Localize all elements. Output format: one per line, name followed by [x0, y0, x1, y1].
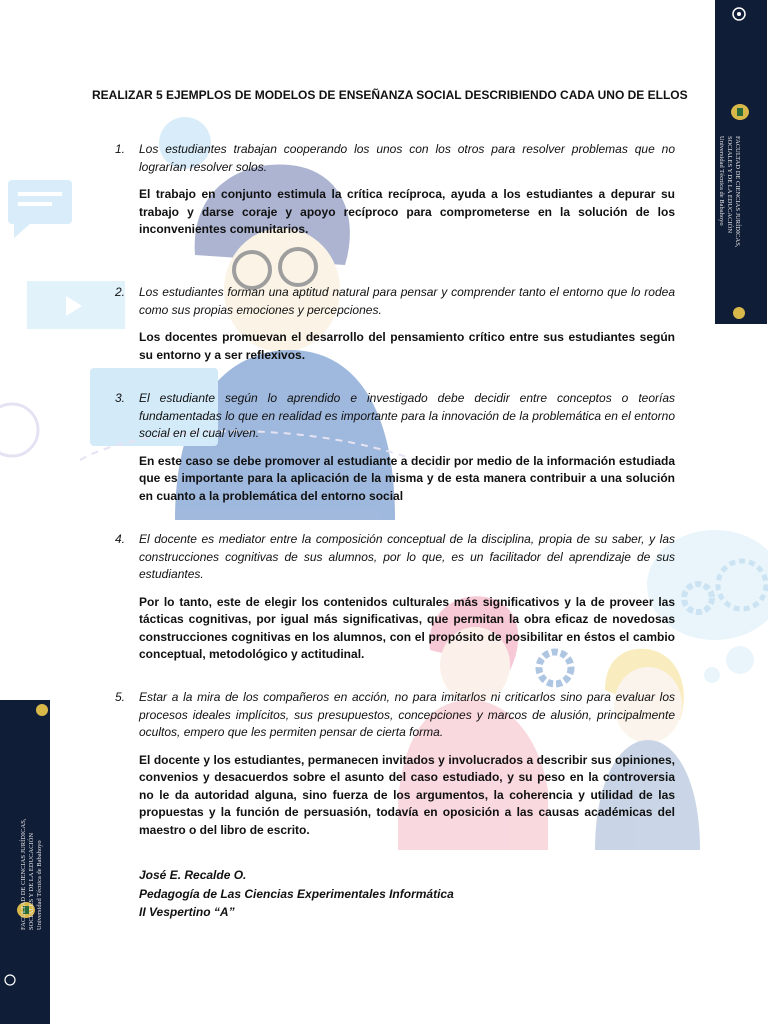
item-explanation: Por lo tanto, este de elegir los contenidos culturales más significativos y la de proveer las tácticas cognitivas, por igual más significativas, que permitan la obra eficaz de novedosas construcciones cognitivas en los alumnos, con el propósito de posibilitar en éstos el cambio conceptual, metodológico y actitudinal. — [139, 594, 675, 661]
item-explanation: El docente y los estudiantes, permanecen invitados y involucrados a describir sus opiniones, convenios y desacuerdos sobre el asunto del caso estudiado, y su peso en la controversia no le da autoridad alguna, sino fuerza de los argumentos, la coherencia y utilidad de las propuestas y la función de persuasión, todavía en oposición a las causas académicas del maestro o del libro de escrito. — [139, 752, 675, 837]
list-item — [115, 284, 675, 364]
author-program: Pedagogía de Las Ciencias Experimentales Informática — [139, 886, 454, 901]
list-item — [115, 390, 675, 505]
banner-line-2: SOCIALES Y DE LA EDUCACIÓN — [726, 136, 733, 234]
author-name: José E. Recalde O. — [139, 868, 247, 882]
item-number: 4. — [115, 532, 126, 546]
banner-line-2: SOCIALES Y DE LA EDUCACIÓN — [28, 832, 35, 930]
item-description: El docente es mediator entre la composición conceptual de la disciplina, propia de su saber, y las construcciones cognitivas de sus alumnos, por lo que, es un facilitador del aprendizaje de sus estudiantes. — [139, 532, 675, 581]
banner-line-3: Universidad Técnica de Babahoyo — [36, 840, 43, 930]
list-item — [115, 141, 675, 239]
list-item — [115, 689, 675, 839]
item-number: 5. — [115, 690, 126, 704]
item-description: El estudiante según lo aprendido e investigado debe decidir entre conceptos o teorías fundamentadas lo que en realidad es importante para la innovación de la problemática en el entorno social en el cual viven. — [139, 391, 675, 440]
banner-line-1: FACULTAD DE CIENCIAS JURÍDICAS, — [20, 818, 27, 930]
item-explanation: En este caso se debe promover al estudiante a decidir por medio de la información estudiada que es importante para la aplicación de la misma y de esta manera contribuir a una solución en cuanto a la problemática del entorno social — [139, 453, 675, 503]
author-signature — [139, 866, 454, 922]
item-explanation: El trabajo en conjunto estimula la crítica recíproca, ayuda a los estudiantes a depurar su trabajo y darse coraje y apoyo recíproco para comprometerse en la solución de los inconvenientes comunitarios. — [139, 187, 675, 236]
item-description: Los estudiantes trabajan cooperando los unos con los otros para resolver problemas que no lograrían resolver solos. — [139, 142, 675, 174]
item-description: Estar a la mira de los compañeros en acción, no para imitarlos ni criticarlos sino para evaluar los procesos ideales implícitos, sus presupuestos, concepciones y marcos de alusión, principalmente ocultos, empero que les permiten pensar de cierta forma. — [139, 690, 675, 739]
item-number: 2. — [115, 285, 126, 299]
banner-line-1: FACULTAD DE CIENCIAS JURÍDICAS, — [734, 136, 741, 248]
document-title: REALIZAR 5 EJEMPLOS DE MODELOS DE ENSEÑANZA SOCIAL DESCRIBIENDO CADA UNO DE ELLOS — [92, 88, 688, 102]
list-item — [115, 531, 675, 664]
item-number: 1. — [115, 142, 126, 156]
item-description: Los estudiantes forman una aptitud natural para pensar y comprender tanto el entorno que lo rodea como sus propias emociones y percepciones. — [139, 285, 675, 317]
banner-line-3: Universidad Técnica de Babahoyo — [718, 136, 725, 226]
author-group: II Vespertino “A” — [139, 905, 235, 919]
item-number: 3. — [115, 391, 126, 405]
item-explanation: Los docentes promuevan el desarrollo del pensamiento crítico entre sus estudiantes según su entorno y a ser reflexivos. — [139, 330, 675, 362]
